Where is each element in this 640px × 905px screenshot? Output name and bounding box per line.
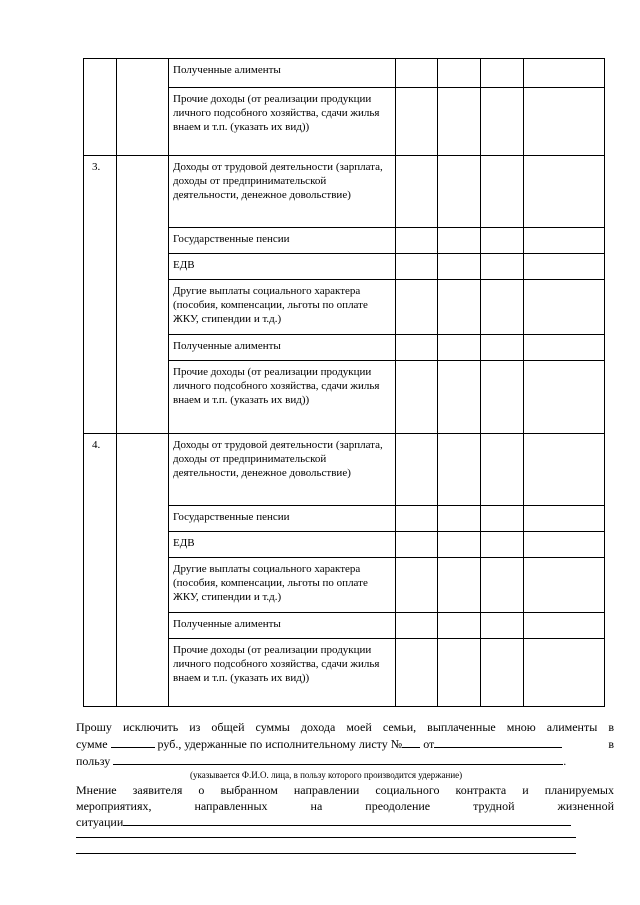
row-number-cell bbox=[84, 254, 117, 280]
amount-cell[interactable] bbox=[524, 335, 605, 361]
amount-cell[interactable] bbox=[481, 228, 524, 254]
amount-cell[interactable] bbox=[438, 361, 481, 434]
amount-cell[interactable] bbox=[481, 88, 524, 156]
amount-cell[interactable] bbox=[396, 335, 438, 361]
amount-cell[interactable] bbox=[396, 59, 438, 88]
opinion-line-extra-1[interactable] bbox=[76, 837, 576, 838]
amount-cell[interactable] bbox=[438, 558, 481, 613]
row-number-cell: 3. bbox=[84, 156, 117, 228]
amount-cell[interactable] bbox=[438, 613, 481, 639]
amount-cell[interactable] bbox=[438, 59, 481, 88]
amount-cell[interactable] bbox=[481, 434, 524, 506]
amount-cell[interactable] bbox=[524, 59, 605, 88]
amount-cell[interactable] bbox=[396, 156, 438, 228]
amount-cell[interactable] bbox=[481, 254, 524, 280]
amount-cell[interactable] bbox=[396, 228, 438, 254]
amount-cell[interactable] bbox=[396, 532, 438, 558]
amount-cell[interactable] bbox=[396, 88, 438, 156]
row-number-cell bbox=[84, 639, 117, 707]
table-row bbox=[84, 280, 605, 335]
member-cell bbox=[117, 88, 169, 156]
amount-cell[interactable] bbox=[524, 254, 605, 280]
amount-cell[interactable] bbox=[524, 361, 605, 434]
amount-cell[interactable] bbox=[396, 639, 438, 707]
amount-cell[interactable] bbox=[396, 506, 438, 532]
amount-cell[interactable] bbox=[524, 613, 605, 639]
income-type-cell: Прочие доходы (от реализации продукции личного подсобного хозяйства, сдачи жилья внаем и т.п. (указать их вид)) bbox=[169, 361, 396, 434]
amount-cell[interactable] bbox=[438, 639, 481, 707]
date-blank[interactable] bbox=[434, 737, 562, 748]
writ-number-blank[interactable] bbox=[402, 737, 420, 748]
row-number-cell bbox=[84, 335, 117, 361]
amount-cell[interactable] bbox=[396, 613, 438, 639]
income-type-cell: Полученные алименты bbox=[169, 613, 396, 639]
amount-cell[interactable] bbox=[438, 254, 481, 280]
amount-cell[interactable] bbox=[481, 558, 524, 613]
table-row bbox=[84, 228, 605, 254]
amount-cell[interactable] bbox=[481, 532, 524, 558]
amount-cell[interactable] bbox=[438, 434, 481, 506]
request-line-1: Прошу исключить из общей суммы дохода моей семьи, выплаченные мною алименты в bbox=[76, 720, 614, 734]
member-cell bbox=[117, 434, 169, 506]
income-type-cell: ЕДВ bbox=[169, 254, 396, 280]
income-type-cell: Доходы от трудовой деятельности (зарплата, доходы от предпринимательской деятельности, денежное довольствие) bbox=[169, 434, 396, 506]
amount-cell[interactable] bbox=[396, 434, 438, 506]
income-type-cell: Другие выплаты социального характера (пособия, компенсации, льготы по оплате ЖКУ, стипендии и т.д.) bbox=[169, 280, 396, 335]
amount-cell[interactable] bbox=[481, 506, 524, 532]
row-number-cell bbox=[84, 88, 117, 156]
request-line-3: пользу . bbox=[76, 754, 567, 768]
member-cell bbox=[117, 59, 169, 88]
member-cell bbox=[117, 558, 169, 613]
row-number-cell bbox=[84, 361, 117, 434]
table-row bbox=[84, 88, 605, 156]
row-number-cell bbox=[84, 558, 117, 613]
table-row bbox=[84, 59, 605, 88]
amount-cell[interactable] bbox=[481, 280, 524, 335]
member-cell bbox=[117, 228, 169, 254]
amount-cell[interactable] bbox=[481, 335, 524, 361]
amount-cell[interactable] bbox=[481, 361, 524, 434]
table-row bbox=[84, 532, 605, 558]
member-cell bbox=[117, 639, 169, 707]
table-row bbox=[84, 156, 605, 228]
amount-cell[interactable] bbox=[524, 558, 605, 613]
amount-cell[interactable] bbox=[481, 156, 524, 228]
amount-cell[interactable] bbox=[481, 59, 524, 88]
member-cell bbox=[117, 506, 169, 532]
table-row bbox=[84, 506, 605, 532]
table-row bbox=[84, 361, 605, 434]
member-cell bbox=[117, 613, 169, 639]
member-cell bbox=[117, 254, 169, 280]
income-type-cell: Государственные пенсии bbox=[169, 506, 396, 532]
income-type-cell: Полученные алименты bbox=[169, 335, 396, 361]
amount-cell[interactable] bbox=[524, 156, 605, 228]
income-type-cell: Полученные алименты bbox=[169, 59, 396, 88]
amount-cell[interactable] bbox=[438, 280, 481, 335]
opinion-line-extra-2[interactable] bbox=[76, 853, 576, 854]
row-number-cell bbox=[84, 613, 117, 639]
amount-cell[interactable] bbox=[524, 506, 605, 532]
amount-cell[interactable] bbox=[396, 280, 438, 335]
member-cell bbox=[117, 156, 169, 228]
income-type-cell: Прочие доходы (от реализации продукции личного подсобного хозяйства, сдачи жилья внаем и т.п. (указать их вид)) bbox=[169, 639, 396, 707]
row-number-cell bbox=[84, 506, 117, 532]
opinion-blank[interactable] bbox=[123, 815, 571, 826]
amount-cell[interactable] bbox=[481, 639, 524, 707]
amount-cell[interactable] bbox=[438, 532, 481, 558]
amount-cell[interactable] bbox=[524, 280, 605, 335]
amount-cell[interactable] bbox=[438, 88, 481, 156]
table-row bbox=[84, 558, 605, 613]
opinion-line-1: Мнение заявителя о выбранном направлении социального контракта и планируемых bbox=[76, 783, 614, 797]
amount-cell[interactable] bbox=[396, 558, 438, 613]
table-row bbox=[84, 335, 605, 361]
table-row bbox=[84, 434, 605, 506]
member-cell bbox=[117, 280, 169, 335]
amount-cell[interactable] bbox=[438, 335, 481, 361]
member-cell bbox=[117, 361, 169, 434]
row-number-cell bbox=[84, 59, 117, 88]
amount-cell[interactable] bbox=[481, 613, 524, 639]
income-type-cell: Прочие доходы (от реализации продукции личного подсобного хозяйства, сдачи жилья внаем и т.п. (указать их вид)) bbox=[169, 88, 396, 156]
amount-cell[interactable] bbox=[524, 88, 605, 156]
table-row bbox=[84, 613, 605, 639]
amount-cell[interactable] bbox=[396, 254, 438, 280]
income-type-cell: Другие выплаты социального характера (пособия, компенсации, льготы по оплате ЖКУ, стипендии и т.д.) bbox=[169, 558, 396, 613]
row-number-cell bbox=[84, 228, 117, 254]
amount-cell[interactable] bbox=[438, 228, 481, 254]
income-table bbox=[83, 58, 605, 707]
amount-cell[interactable] bbox=[438, 156, 481, 228]
table-row bbox=[84, 639, 605, 707]
member-cell bbox=[117, 335, 169, 361]
request-line-2: сумме руб., удержанные по исполнительному листу № от в bbox=[76, 737, 614, 751]
table-row bbox=[84, 254, 605, 280]
amount-cell[interactable] bbox=[438, 506, 481, 532]
income-type-cell: ЕДВ bbox=[169, 532, 396, 558]
amount-cell[interactable] bbox=[524, 639, 605, 707]
beneficiary-caption: (указывается Ф.И.О. лица, в пользу которого производится удержание) bbox=[190, 770, 463, 780]
amount-cell[interactable] bbox=[524, 532, 605, 558]
amount-cell[interactable] bbox=[524, 228, 605, 254]
amount-cell[interactable] bbox=[396, 361, 438, 434]
amount-blank[interactable] bbox=[111, 737, 155, 748]
opinion-line-3: ситуации bbox=[76, 815, 614, 829]
opinion-line-2: мероприятиях, направленных на преодоление трудной жизненной bbox=[76, 799, 614, 813]
row-number-cell bbox=[84, 280, 117, 335]
beneficiary-blank[interactable] bbox=[113, 754, 563, 765]
income-type-cell: Государственные пенсии bbox=[169, 228, 396, 254]
income-type-cell: Доходы от трудовой деятельности (зарплата, доходы от предпринимательской деятельности, денежное довольствие) bbox=[169, 156, 396, 228]
row-number-cell bbox=[84, 532, 117, 558]
amount-cell[interactable] bbox=[524, 434, 605, 506]
member-cell bbox=[117, 532, 169, 558]
row-number-cell: 4. bbox=[84, 434, 117, 506]
